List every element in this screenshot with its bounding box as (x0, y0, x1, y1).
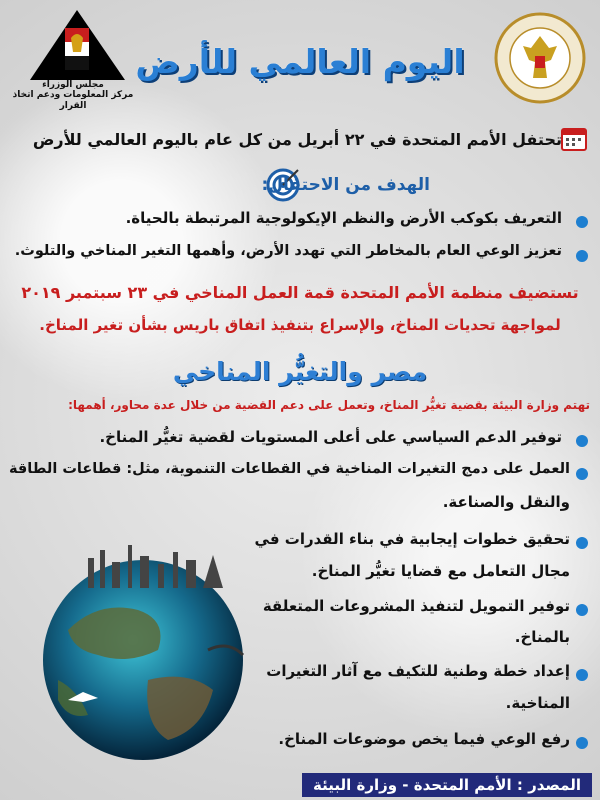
bullet-dot (576, 604, 588, 616)
calendar-icon (560, 124, 588, 152)
bullet-dot (576, 669, 588, 681)
section-intro: تهتم وزارة البيئة بقضية تغيُّر المناخ، وتعمل على دعم القضية من خلال عدة محاور، أهمها: (68, 398, 590, 412)
axis-item-cont: والنقل والصناعة. (442, 493, 570, 511)
axis-item: رفع الوعي فيما يخص موضوعات المناخ. (278, 730, 570, 748)
goal-heading: الهدف من الاحتفال: (261, 175, 430, 195)
goal-item: تعزيز الوعي العام بالمخاطر التي تهدد الأرض، وأهمها التغير المناخي والتلوث. (14, 243, 562, 259)
axis-item: توفير الدعم السياسي على أعلى المستويات لقضية تغيُّر المناخ. (99, 428, 562, 446)
cabinet-name: مجلس الوزراء (42, 80, 104, 90)
section-title: مصر والتغيُّر المناخي (172, 357, 428, 386)
summit-line: لمواجهة تحديات المناخ، والإسراع بتنفيذ اتفاق باريس بشأن تغير المناخ. (39, 316, 561, 334)
seal-arabic-text (502, 8, 588, 15)
intro-text: تحتفل الأمم المتحدة في ٢٢ أبريل من كل عام باليوم العالمي للأرض (32, 130, 562, 149)
seal-english-text (494, 15, 589, 29)
axis-item: توفير التمويل لتنفيذ المشروعات المتعلقة (262, 597, 570, 615)
goal-item: التعريف بكوكب الأرض والنظم الإيكولوجية المرتبطة بالحياة. (125, 209, 562, 227)
axis-item: العمل على دمج التغيرات المناخية في القطاعات التنموية، مثل: قطاعات الطاقة (9, 461, 570, 477)
axis-item: تحقيق خطوات إيجابية في بناء القدرات في (254, 530, 570, 548)
bullet-dot (576, 250, 588, 262)
bullet-dot (576, 737, 588, 749)
bullet-dot (576, 216, 588, 228)
bullet-dot (576, 537, 588, 549)
bullet-dot (576, 468, 588, 480)
idsc-name: مركز المعلومات ودعم اتخاذ القرار (12, 90, 134, 111)
cabinet-logo-text (8, 80, 138, 111)
page-title: اليوم العالمي للأرض (135, 42, 465, 81)
globe-image (28, 540, 258, 770)
axis-item: إعداد خطة وطنية للتكيف مع آثار التغيرات (266, 662, 570, 680)
summit-line: تستضيف منظمة الأمم المتحدة قمة العمل المناخي في ٢٣ سبتمبر ٢٠١٩ (21, 283, 579, 302)
axis-item-cont: مجال التعامل مع قضايا تغيُّر المناخ. (311, 562, 570, 580)
source-label: المصدر : الأمم المتحدة - وزارة البيئة (302, 773, 592, 797)
axis-item-cont: المناخية. (505, 694, 570, 712)
axis-item-cont: بالمناخ. (514, 628, 570, 646)
bullet-dot (576, 435, 588, 447)
